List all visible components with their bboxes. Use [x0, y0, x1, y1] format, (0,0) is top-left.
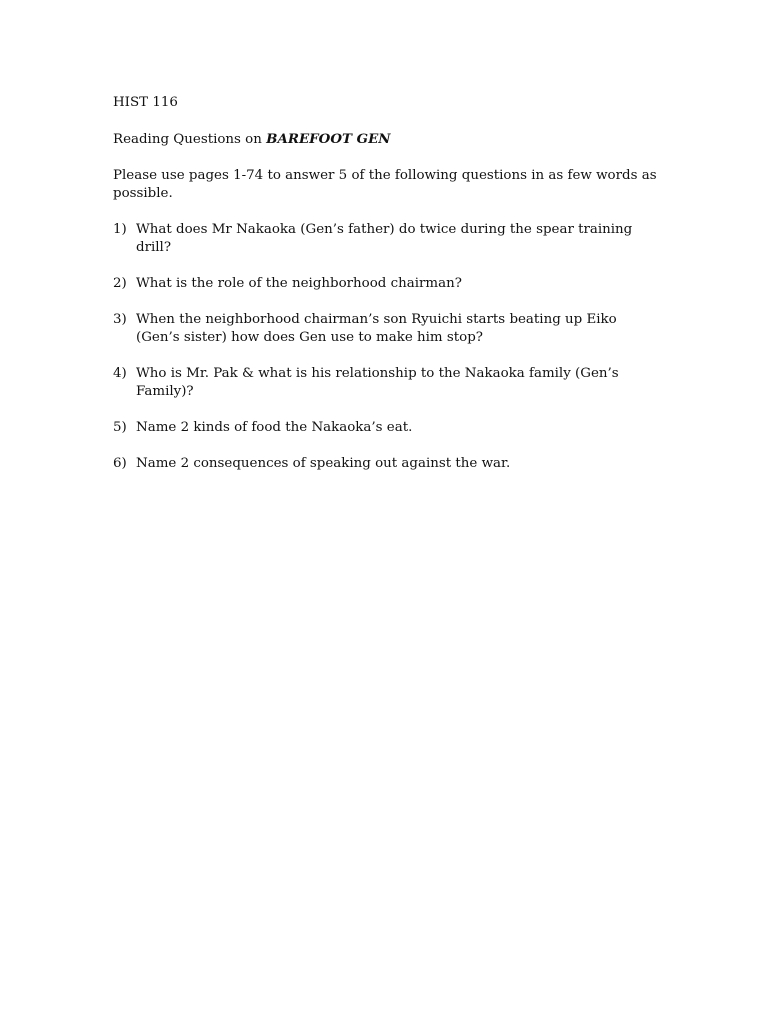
- question-item: [113, 221, 658, 257]
- question-number: 2): [113, 276, 127, 291]
- question-item: [113, 365, 658, 401]
- question-text: When the neighborhood chairman’s son Ryuichi starts beating up Eiko (Gen’s sister) how does Gen use to make him stop?: [136, 312, 617, 345]
- question-number: 4): [113, 366, 127, 381]
- question-number: 6): [113, 456, 127, 471]
- question-number: 1): [113, 222, 127, 237]
- question-text: Name 2 kinds of food the Nakaoka’s eat.: [136, 420, 413, 435]
- question-text: What does Mr Nakaoka (Gen’s father) do twice during the spear training drill?: [136, 222, 633, 255]
- question-item: [113, 455, 658, 473]
- heading: [113, 130, 658, 149]
- question-number: 3): [113, 312, 127, 327]
- question-number: 5): [113, 420, 127, 435]
- instructions: Please use pages 1-74 to answer 5 of the following questions in as few words as possible.: [113, 168, 657, 201]
- course-code: HIST 116: [113, 95, 178, 110]
- question-text: What is the role of the neighborhood chairman?: [136, 276, 462, 291]
- question-text: Name 2 consequences of speaking out against the war.: [136, 456, 511, 471]
- heading-prefix: Reading Questions on: [113, 132, 267, 147]
- question-text: Who is Mr. Pak & what is his relationship to the Nakaoka family (Gen’s Family)?: [136, 366, 619, 399]
- question-list: [113, 221, 658, 473]
- book-title: BAREFOOT GEN: [266, 131, 391, 147]
- question-item: [113, 311, 658, 347]
- question-item: [113, 419, 658, 437]
- document-body: [113, 94, 658, 491]
- question-item: [113, 275, 658, 293]
